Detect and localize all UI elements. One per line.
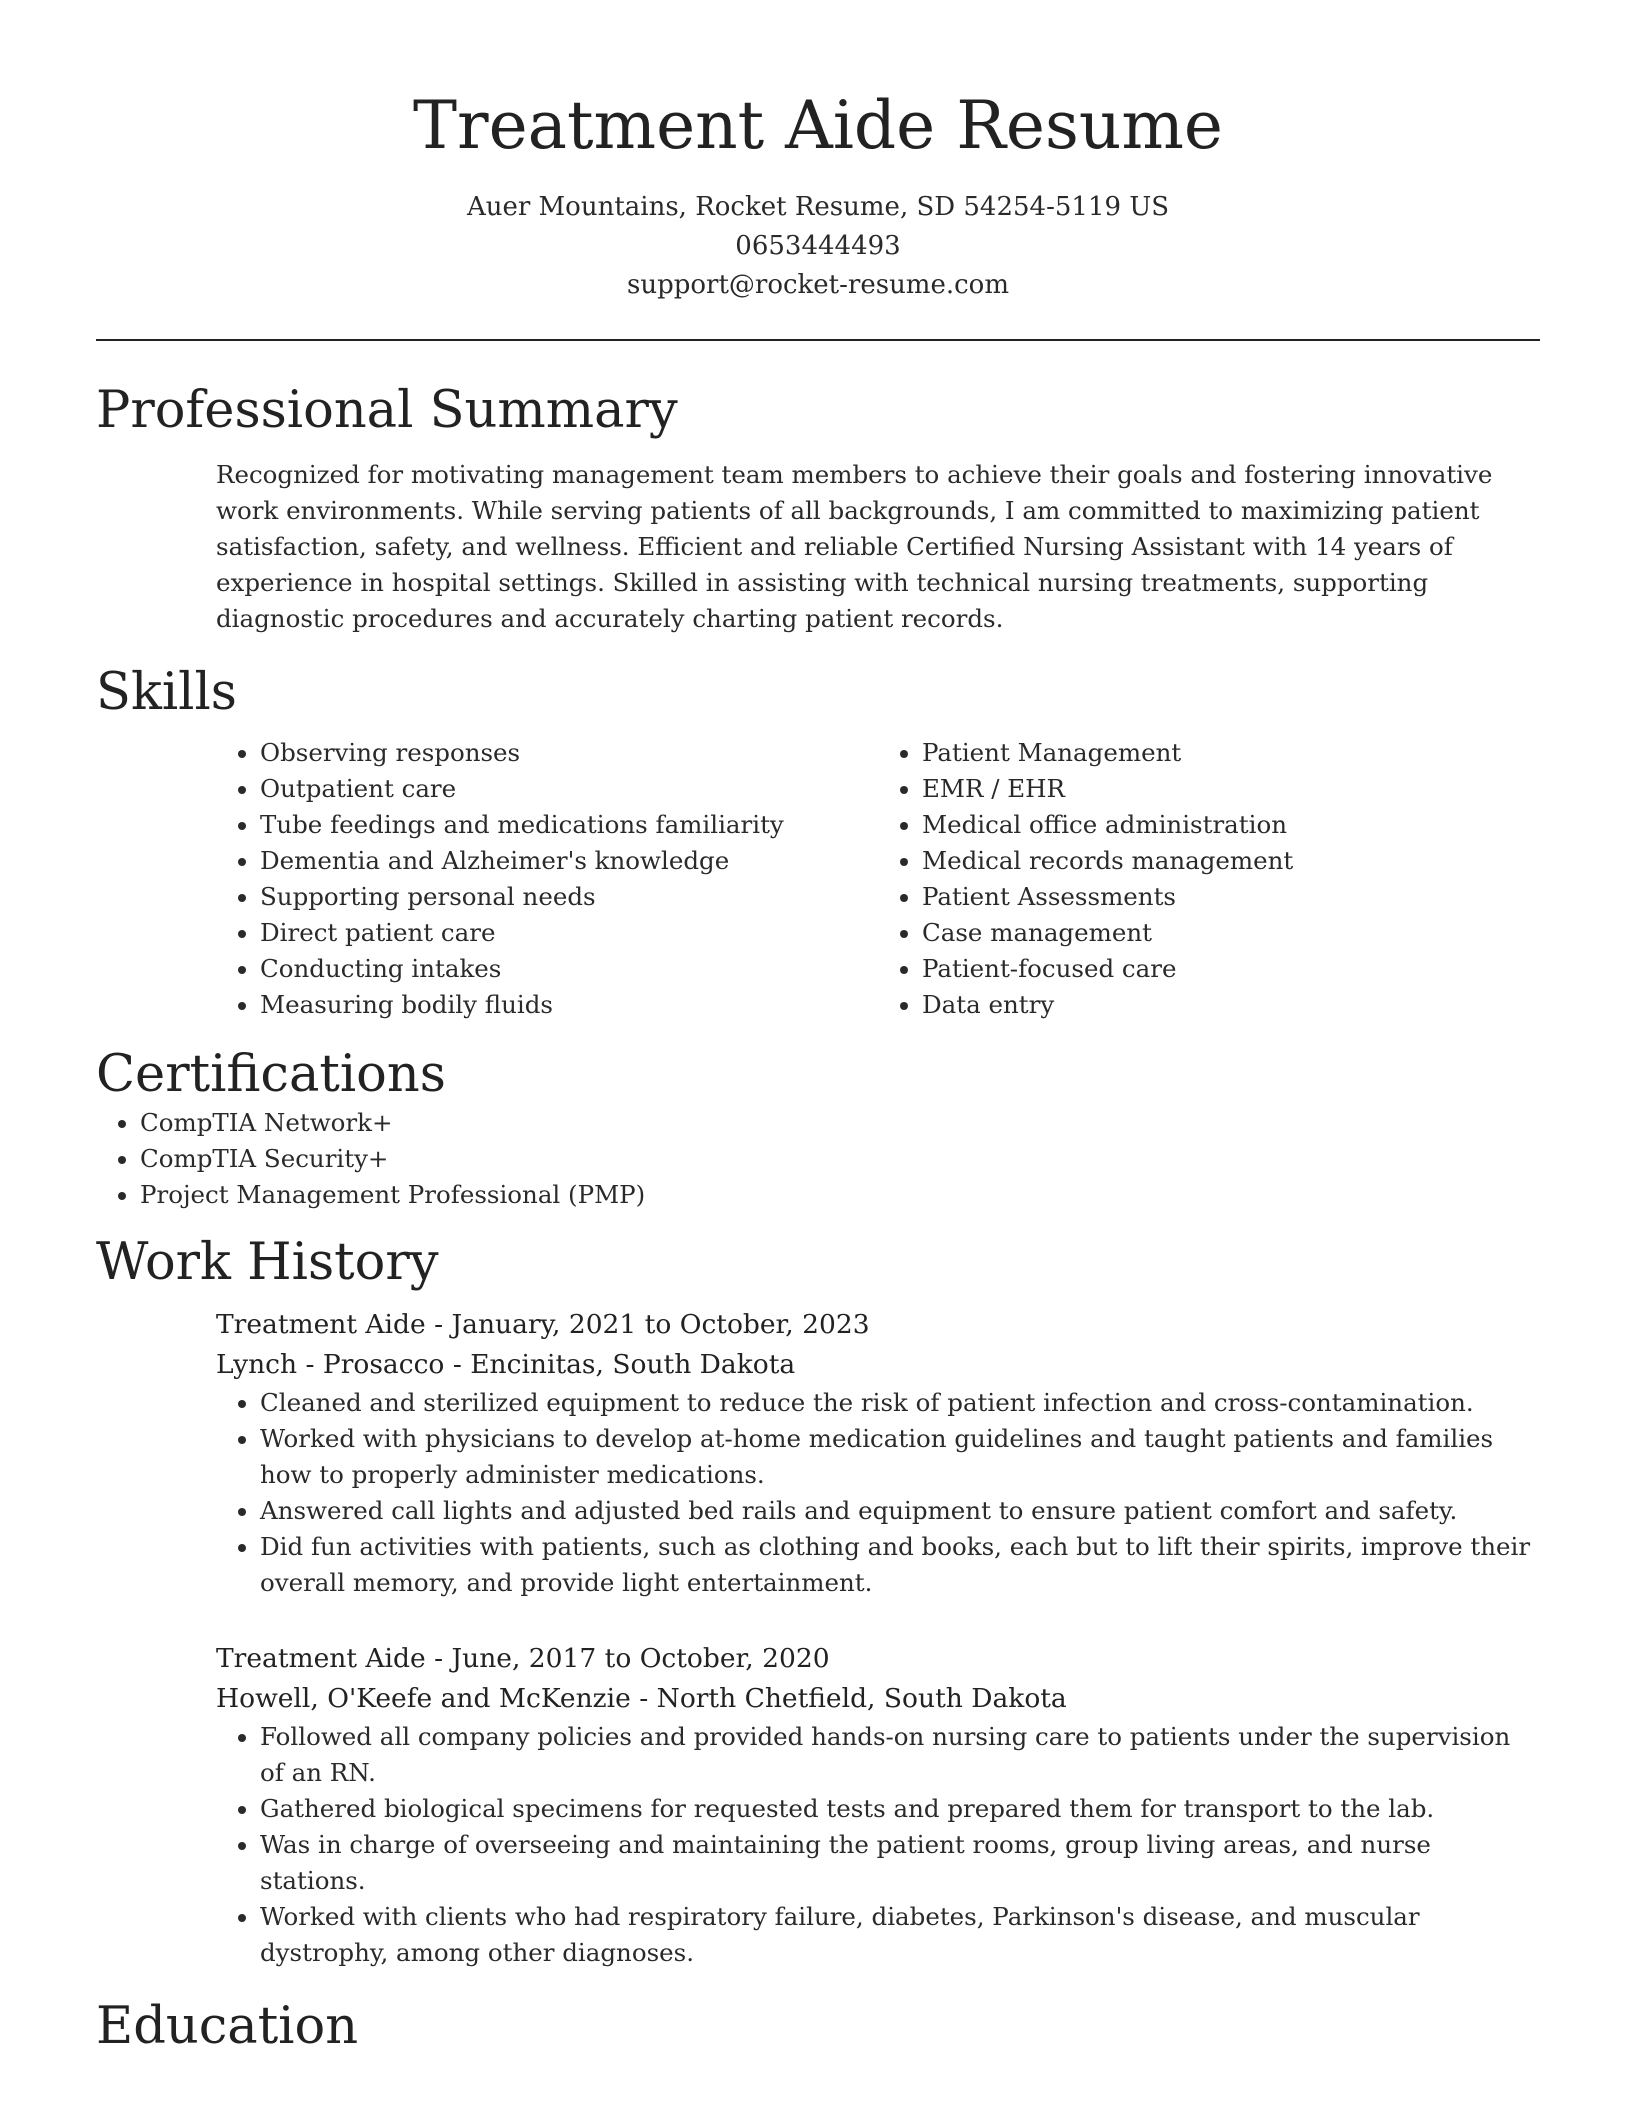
job-duties-list xyxy=(216,1385,1540,1601)
header-divider xyxy=(96,339,1540,341)
resume-header xyxy=(96,0,1540,305)
job-title: Treatment Aide xyxy=(216,1309,426,1340)
skill-item: • Measuring bodily fluids xyxy=(260,987,878,1023)
skill-item: • Case management xyxy=(922,915,1540,951)
skill-item: • Direct patient care xyxy=(260,915,878,951)
skill-item: • EMR / EHR xyxy=(922,771,1540,807)
section-title-summary: Professional Summary xyxy=(96,381,678,440)
section-title-skills: Skills xyxy=(96,663,237,722)
job-duty: • Was in charge of overseeing and maintaining the patient rooms, group living areas, and nurse stations. xyxy=(260,1827,1540,1899)
job-company-line xyxy=(216,1679,1540,1719)
certification-item: • Project Management Professional (PMP) xyxy=(140,1177,1540,1213)
job-duty: • Followed all company policies and provided hands-on nursing care to patients under the supervision of an RN. xyxy=(260,1719,1540,1791)
skill-item: • Data entry xyxy=(922,987,1540,1023)
skill-item: • Supporting personal needs xyxy=(260,879,878,915)
job-duty: • Gathered biological specimens for requested tests and prepared them for transport to the lab. xyxy=(260,1791,1540,1827)
job-separator: - xyxy=(434,1643,452,1674)
job-location: North Chetfield, South Dakota xyxy=(656,1683,1067,1714)
skill-item: • Medical office administration xyxy=(922,807,1540,843)
job-separator: - xyxy=(452,1349,471,1380)
certifications-list xyxy=(96,1105,1540,1213)
skill-item: • Conducting intakes xyxy=(260,951,878,987)
job-company: Howell, O'Keefe and McKenzie xyxy=(216,1683,631,1714)
skills-list-right xyxy=(878,735,1540,1023)
job-dates: June, 2017 to October, 2020 xyxy=(451,1643,830,1674)
contact-info xyxy=(96,188,1540,305)
summary-text: Recognized for motivating management team members to achieve their goals and fostering innovative work environments. While serving patients of all backgrounds, I am committed to maximizing patient satisfaction, safety, and wellness. Efficient and reliable Certified Nursing Assistant with 14 years of experience in hospital settings. Skilled in assisting with technical nursing treatments, supporting diagnostic procedures and accurately charting patient records. xyxy=(216,460,1493,633)
job-duty: • Worked with clients who had respiratory failure, diabetes, Parkinson's disease, and muscular dystrophy, among other diagnoses. xyxy=(260,1899,1540,1971)
section-title-certifications: Certifications xyxy=(96,1045,446,1104)
skills-grid xyxy=(216,735,1540,1023)
section-work-history xyxy=(96,1233,1540,1971)
resume-title: Treatment Aide Resume xyxy=(413,87,1223,164)
job-location: Encinitas, South Dakota xyxy=(470,1349,796,1380)
email: support@rocket-resume.com xyxy=(626,270,1009,300)
skill-item: • Outpatient care xyxy=(260,771,878,807)
phone: 0653444493 xyxy=(735,231,901,261)
job-title-line xyxy=(216,1305,1540,1345)
skill-item: • Dementia and Alzheimer's knowledge xyxy=(260,843,878,879)
section-education xyxy=(96,1997,1540,2057)
skill-item: • Observing responses xyxy=(260,735,878,771)
job-duty: • Answered call lights and adjusted bed rails and equipment to ensure patient comfort and safety. xyxy=(260,1493,1540,1529)
section-summary xyxy=(96,381,1540,637)
skill-item: • Medical records management xyxy=(922,843,1540,879)
skill-item: • Patient-focused care xyxy=(922,951,1540,987)
job-dates: January, 2021 to October, 2023 xyxy=(451,1309,870,1340)
job-entry xyxy=(216,1639,1540,1971)
skills-list-left xyxy=(216,735,878,1023)
certification-item: • CompTIA Network+ xyxy=(140,1105,1540,1141)
job-separator: - xyxy=(434,1309,452,1340)
job-duties-list xyxy=(216,1719,1540,1971)
section-title-education: Education xyxy=(96,1997,359,2056)
skill-item: • Patient Assessments xyxy=(922,879,1540,915)
job-company: Lynch - Prosacco xyxy=(216,1349,445,1380)
job-duty: • Worked with physicians to develop at-home medication guidelines and taught patients and families how to properly administer medications. xyxy=(260,1421,1540,1493)
certification-item: • CompTIA Security+ xyxy=(140,1141,1540,1177)
skill-item: • Patient Management xyxy=(922,735,1540,771)
job-title: Treatment Aide xyxy=(216,1643,426,1674)
job-duty: • Cleaned and sterilized equipment to reduce the risk of patient infection and cross-contamination. xyxy=(260,1385,1540,1421)
address: Auer Mountains, Rocket Resume, SD 54254-5119 US xyxy=(466,192,1170,222)
section-skills xyxy=(96,663,1540,1023)
section-title-work-history: Work History xyxy=(96,1233,439,1292)
job-duty: • Did fun activities with patients, such as clothing and books, each but to lift their spirits, improve their overall memory, and provide light entertainment. xyxy=(260,1529,1540,1601)
job-company-line xyxy=(216,1345,1540,1385)
section-certifications xyxy=(96,1045,1540,1213)
job-title-line xyxy=(216,1639,1540,1679)
job-separator: - xyxy=(639,1683,657,1714)
resume-page xyxy=(96,0,1540,2057)
job-entry xyxy=(216,1305,1540,1601)
skill-item: • Tube feedings and medications familiarity xyxy=(260,807,878,843)
